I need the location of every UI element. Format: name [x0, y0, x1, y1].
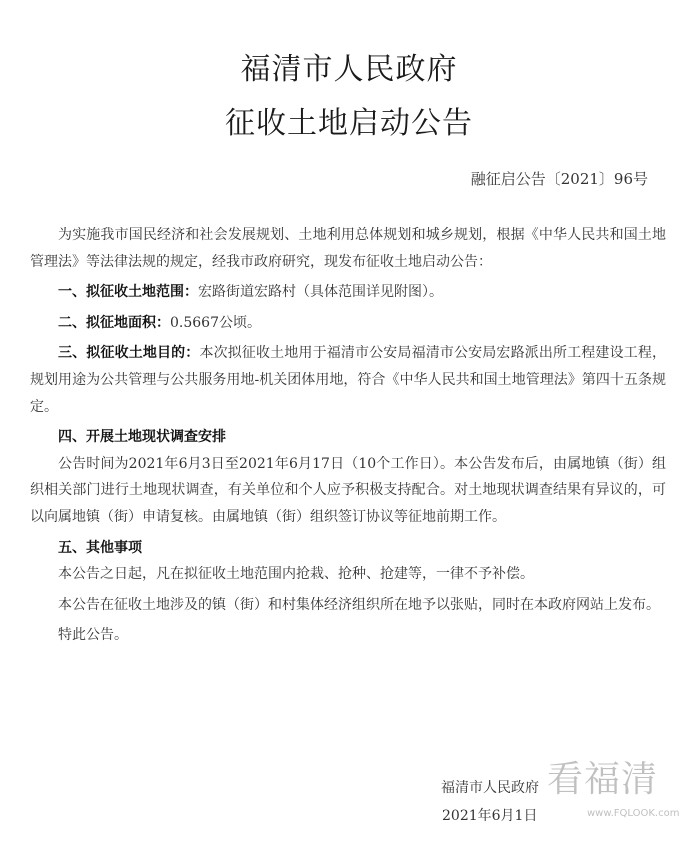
section-1 [30, 279, 666, 306]
section-2-heading: 二、拟征地面积： [58, 314, 170, 331]
page-title-line1: 福清市人民政府 [240, 52, 458, 87]
page-title-line2: 征收土地启动公告 [225, 106, 473, 141]
section-3 [30, 340, 666, 420]
document-number: 融征启公告〔2021〕96号 [470, 170, 648, 188]
watermark-url: www.FQLOOK.com [587, 808, 680, 819]
section-5-heading-line [30, 535, 666, 562]
intro-paragraph: 为实施我市国民经济和社会发展规划、土地利用总体规划和城乡规划，根据《中华人民共和国土地管理法》等法律法规的规定，经我市政府研究，现发布征收土地启动公告： [30, 227, 666, 270]
section-4-heading: 四、开展土地现状调查安排 [58, 429, 226, 446]
section-5-text-2: 本公告在征收土地涉及的镇（街）和村集体经济组织所在地予以张贴，同时在本政府网站上发布。 [58, 596, 660, 613]
site-watermark [541, 756, 698, 836]
section-3-heading: 三、拟征收土地目的： [58, 345, 200, 362]
section-1-text: 宏路街道宏路村（具体范围详见附图）。 [198, 284, 443, 301]
section-3-text: 本次拟征收土地用于福清市公安局福清市公安局宏路派出所工程建设工程，规划用途为公共管理与公共服务用地-机关团体用地，符合《中华人民共和国土地管理法》第四十五条规定。 [30, 345, 667, 415]
section-4-heading-line [30, 424, 666, 451]
signature-date: 2021年6月1日 [442, 808, 538, 824]
section-2 [30, 310, 666, 337]
announcement-body [30, 222, 666, 653]
section-5-heading: 五、其他事项 [58, 539, 142, 556]
section-4-text: 公告时间为2021年6月3日至2021年6月17日（10个工作日）。本公告发布后，由属地镇（街）组织相关部门进行土地现状调查，有关单位和个人应予积极支持配合。对土地现状调查结果有异议的，可以向属地镇（街）申请复核。由属地镇（街）组织签订协议等征地前期工作。 [30, 455, 666, 525]
section-1-heading: 一、拟征收土地范围： [58, 284, 198, 301]
section-5-text-1: 本公告之日起，凡在拟征收土地范围内抢栽、抢种、抢建等，一律不予补偿。 [58, 566, 534, 583]
signature-organization: 福清市人民政府 [441, 780, 539, 796]
closing-text: 特此公告。 [58, 627, 128, 644]
watermark-text: 看福清 [547, 759, 659, 800]
section-2-text: 0.5667公顷。 [170, 314, 261, 331]
